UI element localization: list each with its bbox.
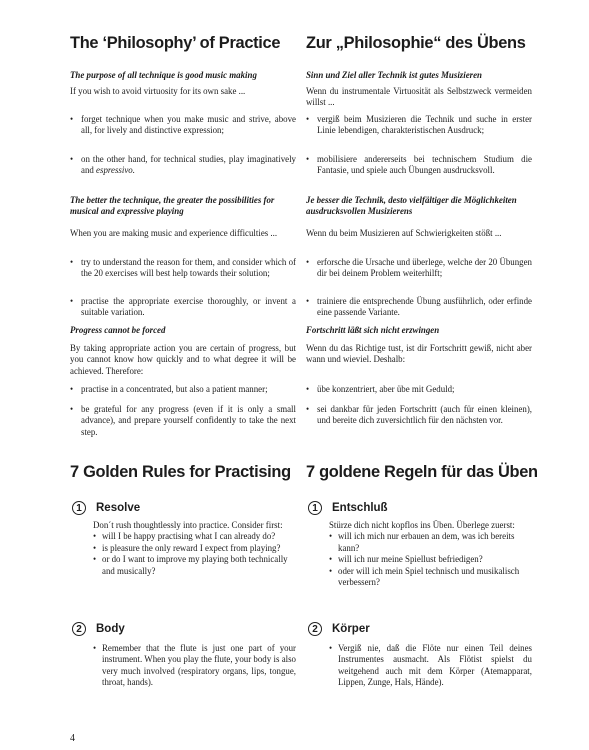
right-section-3 <box>306 325 532 336</box>
rule-title: Entschluß <box>332 502 388 514</box>
rule-header <box>306 620 532 638</box>
right-s2-bullet-1 <box>306 257 532 280</box>
left-s3-intro-wrap <box>70 343 296 377</box>
bullet-icon: • <box>70 384 74 394</box>
list-item <box>306 154 532 177</box>
list-item <box>70 114 296 137</box>
right-s1-bullet-2 <box>306 154 532 177</box>
right-s3-bullet-2 <box>306 404 532 427</box>
bullet-icon: • <box>306 404 310 414</box>
paragraph: Wenn du instrumentale Virtuosität als Selbstzweck vermeiden willst ... <box>306 86 532 108</box>
bullet-icon: • <box>329 531 333 542</box>
list-item-text: will ich nur meine Spiellust befriedigen? <box>338 554 483 565</box>
list-item-text: will I be happy practising what I can already do? <box>102 531 276 542</box>
section-heading: Je besser die Technik, desto vielfältiger die Möglichkeiten ausdrucksvollen Musizierens <box>306 195 517 217</box>
paragraph: By taking appropriate action you are certain of progress, but you cannot know how quickly and to what degree it will be achieved. Therefore: <box>70 343 296 376</box>
paragraph: Wenn du das Richtige tust, ist dir Fortschritt gewiß, nicht aber wann und wieviel. Deshalb: <box>306 343 532 365</box>
list-item-text: practise the appropriate exercise thoroughly, or invent a suitable variation. <box>81 296 296 318</box>
left-s2-bullet-1 <box>70 257 296 280</box>
right-section-1 <box>306 70 532 81</box>
list-item-text: or do I want to improve my playing both technically and musically? <box>102 554 288 576</box>
list-item <box>93 643 296 689</box>
list-item-text: forget technique when you make music and strive, above all, for lively and distinctive expression; <box>81 114 296 136</box>
paragraph: If you wish to avoid virtuosity for its own sake ... <box>70 86 246 96</box>
list-item <box>93 543 296 554</box>
bullet-icon: • <box>306 114 310 124</box>
bullet-icon: • <box>306 296 310 306</box>
list-item-text: erforsche die Ursache und überlege, welche der 20 Übungen dir bei deinem Problem weiterhilft; <box>317 257 532 279</box>
right-rule-2 <box>306 620 532 638</box>
rule-body <box>70 643 296 689</box>
left-s1-bullet-2 <box>70 154 296 177</box>
left-title-wrap <box>70 33 296 53</box>
rule-body <box>306 520 532 588</box>
rule-number-circle: 1 <box>72 501 86 515</box>
bullet-icon: • <box>329 643 333 653</box>
list-item <box>306 296 532 319</box>
list-item <box>70 154 296 177</box>
list-item <box>306 257 532 280</box>
rule-number-circle: 2 <box>308 622 322 636</box>
right-s1-bullet-1 <box>306 114 532 137</box>
list-item <box>329 566 532 589</box>
rule-header <box>70 499 296 517</box>
rule-header <box>70 620 296 638</box>
bullet-icon: • <box>306 257 310 267</box>
rule-body <box>306 643 532 689</box>
bullet-icon: • <box>329 565 333 576</box>
page-number: 4 <box>70 733 75 744</box>
left-section-1 <box>70 70 296 81</box>
list-item <box>329 643 532 689</box>
list-item <box>70 296 296 319</box>
left-s3-bullet-1 <box>70 384 296 395</box>
list-item-text: sei dankbar für jeden Fortschritt (auch für einen kleinen), und bereite dich zuversichtlich für den nächsten vor. <box>317 404 532 426</box>
rules-title-german: 7 goldene Regeln für das Üben <box>306 463 538 481</box>
list-item <box>70 384 296 395</box>
right-s3-bullet-1 <box>306 384 532 395</box>
bullet-icon: • <box>329 554 333 565</box>
rule-title: Resolve <box>96 502 141 514</box>
list-item <box>306 404 532 427</box>
left-s2-bullet-2 <box>70 296 296 319</box>
section-heading: The better the technique, the greater the possibilities for musical and expressive playing <box>70 195 275 217</box>
bullet-icon: • <box>93 531 97 542</box>
list-item-text: Vergiß nie, daß die Flöte nur einen Teil deines Instrumentes ausmacht. Als Flötist spielst du weitgehend auch mit dem Körper (Atemapparat, Lippen, Zunge, Hals, Hände). <box>338 643 532 688</box>
list-item <box>329 554 532 565</box>
right-rule-1 <box>306 499 532 517</box>
left-s2-intro-wrap <box>70 228 296 239</box>
rule-title: Körper <box>332 623 370 635</box>
list-item <box>93 531 296 542</box>
left-s1-bullet-1 <box>70 114 296 137</box>
left-section-3 <box>70 325 296 336</box>
left-rule-1-body <box>70 520 296 577</box>
bullet-icon: • <box>93 554 97 565</box>
paragraph: Wenn du beim Musizieren auf Schwierigkeiten stößt ... <box>306 228 502 238</box>
list-item-text: übe konzentriert, aber übe mit Geduld; <box>317 384 455 394</box>
section-heading: Progress cannot be forced <box>70 325 166 335</box>
list-item-text: oder will ich mein Spiel technisch und musikalisch verbessern? <box>338 565 520 588</box>
right-rules-title-wrap <box>306 462 538 482</box>
section-heading: Sinn und Ziel aller Technik ist gutes Musizieren <box>306 70 482 80</box>
list-item <box>93 554 296 577</box>
rule-header <box>306 499 532 517</box>
list-item <box>306 114 532 137</box>
right-s2-intro-wrap <box>306 228 532 239</box>
emphasis-text: espressivo. <box>96 165 135 176</box>
list-item-text: mobilisiere andererseits bei technischem Studium die Fantasie, und spiele auch Übungen ausdrucksvoll. <box>317 154 532 176</box>
bullet-icon: • <box>93 643 97 653</box>
right-title-wrap <box>306 33 532 53</box>
left-rule-2-body <box>70 643 296 689</box>
rule-number-circle: 1 <box>308 501 322 515</box>
list-item <box>329 531 532 554</box>
rule-body <box>70 520 296 577</box>
right-s1-intro-wrap <box>306 86 532 109</box>
list-item <box>306 384 532 395</box>
rule-title: Body <box>96 623 125 635</box>
bullet-icon: • <box>93 542 97 553</box>
page-title-german: Zur „Philosophie“ des Übens <box>306 34 526 52</box>
right-s3-intro-wrap <box>306 343 532 366</box>
right-rule-1-body <box>306 520 532 588</box>
right-s2-bullet-2 <box>306 296 532 319</box>
left-rules-title-wrap <box>70 462 296 482</box>
list-item <box>70 404 296 438</box>
left-section-2 <box>70 195 296 218</box>
section-heading: The purpose of all technique is good music making <box>70 70 257 80</box>
rules-title-english: 7 Golden Rules for Practising <box>70 463 291 481</box>
left-rule-2 <box>70 620 296 638</box>
list-item-text: try to understand the reason for them, and consider which of the 20 exercises will best help towards their solution; <box>81 257 296 279</box>
bullet-icon: • <box>70 114 74 124</box>
left-s1-intro-wrap <box>70 86 296 97</box>
section-heading: Fortschritt läßt sich nicht erzwingen <box>306 325 440 335</box>
right-rule-2-body <box>306 643 532 689</box>
paragraph: When you are making music and experience difficulties ... <box>70 228 278 238</box>
list-item-text: be grateful for any progress (even if it is only a small advance), and prepare yourself confidently to take the next step. <box>81 404 296 437</box>
left-rule-1 <box>70 499 296 517</box>
list-item-text: is pleasure the only reward I expect from playing? <box>102 542 281 553</box>
rule-number-circle: 2 <box>72 622 86 636</box>
paragraph: Don´t rush thoughtlessly into practice. Consider first: <box>93 520 283 530</box>
list-item-text: on the other hand, for technical studies, play imaginatively and <box>81 154 296 176</box>
bullet-icon: • <box>70 154 74 164</box>
list-item-text: will ich mich nur erbauen an dem, was ich bereits kann? <box>338 531 515 553</box>
bullet-icon: • <box>70 404 74 414</box>
list-item-text: vergiß beim Musizieren die Technik und suche in erster Linie lebendigen, charakteristischen Ausdruck; <box>317 114 532 136</box>
list-item-text: trainiere die entsprechende Übung ausführlich, oder erfinde eine passende Variante. <box>317 296 532 318</box>
list-item <box>70 257 296 280</box>
bullet-icon: • <box>70 257 74 267</box>
bullet-icon: • <box>70 296 74 306</box>
list-item-text: Remember that the flute is just one part of your instrument. When you play the flute, your body is also very much involved (respiratory organs, lips, tongue, throat, hands). <box>102 643 296 688</box>
left-s3-bullet-2 <box>70 404 296 438</box>
page-title-english: The ‘Philosophy’ of Practice <box>70 34 281 52</box>
bullet-icon: • <box>306 384 310 394</box>
paragraph: Stürze dich nicht kopflos ins Üben. Überlege zuerst: <box>329 520 515 530</box>
right-section-2 <box>306 195 532 218</box>
bullet-icon: • <box>306 154 310 164</box>
list-item-text: practise in a concentrated, but also a patient manner; <box>81 384 268 394</box>
